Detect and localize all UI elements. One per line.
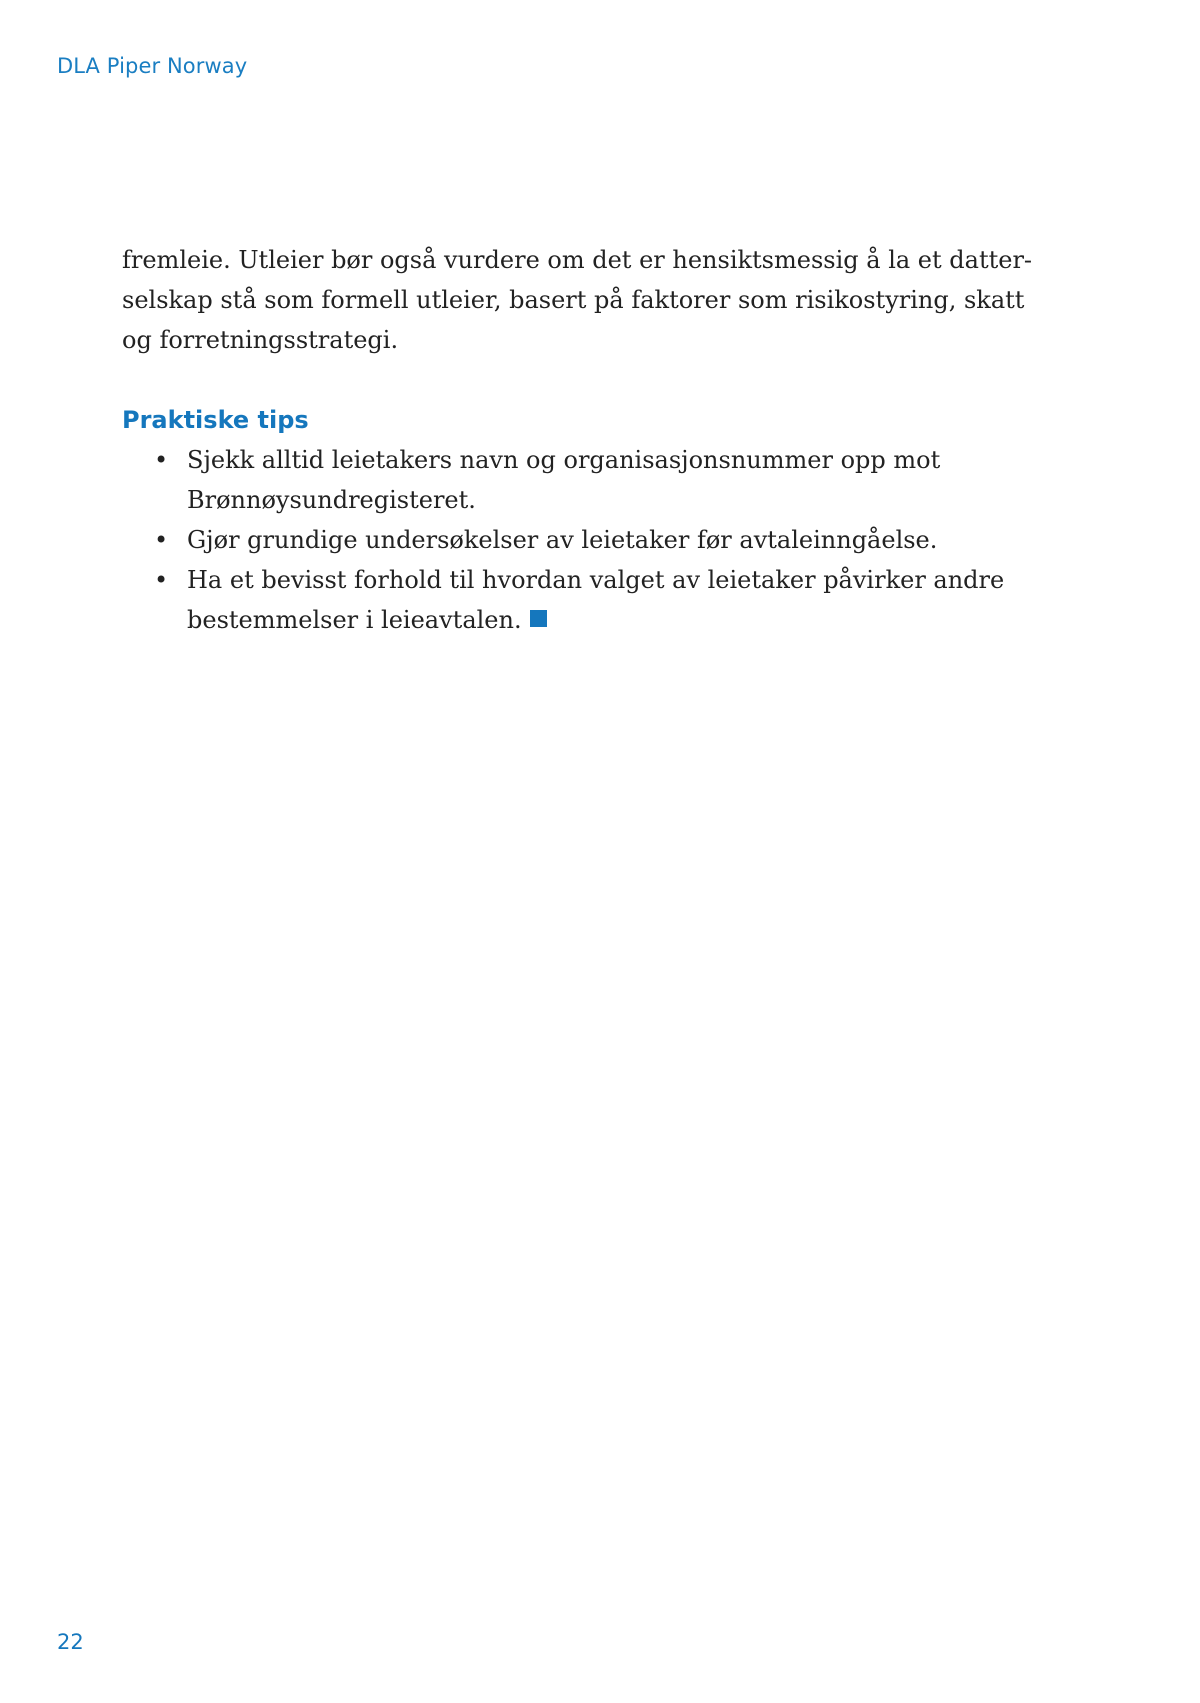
tips-list xyxy=(122,440,1022,640)
page-number: 22 xyxy=(57,1630,84,1654)
intro-paragraph xyxy=(122,240,1033,360)
list-item xyxy=(122,520,1022,560)
paragraph-line: og forretningsstrategi. xyxy=(122,326,399,354)
list-item xyxy=(122,560,1022,640)
page-content xyxy=(122,240,1033,634)
list-item-line: Sjekk alltid leietakers navn og organisasjonsnummer opp mot xyxy=(187,446,941,474)
paragraph-line: fremleie. Utleier bør også vurdere om det er hensiktsmessig å la et datter- xyxy=(122,246,1033,274)
list-item-line: Brønnøysundregisteret. xyxy=(187,486,476,514)
list-item-text: bestemmelser i leieavtalen. xyxy=(187,606,522,634)
bullet-icon: • xyxy=(154,446,169,474)
section-heading: Praktiske tips xyxy=(122,406,309,434)
running-header: DLA Piper Norway xyxy=(57,54,248,78)
bullet-icon: • xyxy=(154,566,169,594)
bullet-icon: • xyxy=(154,526,169,554)
list-item-line: Gjør grundige undersøkelser av leietaker før avtaleinngåelse. xyxy=(187,526,938,554)
list-item-line: Ha et bevisst forhold til hvordan valget av leietaker påvirker andre xyxy=(187,566,1005,594)
end-of-article-square-icon xyxy=(530,610,547,627)
list-item xyxy=(122,440,1022,520)
paragraph-line: selskap stå som formell utleier, basert på faktorer som risikostyring, skatt xyxy=(122,286,1025,314)
list-item-line-last xyxy=(187,600,1022,640)
